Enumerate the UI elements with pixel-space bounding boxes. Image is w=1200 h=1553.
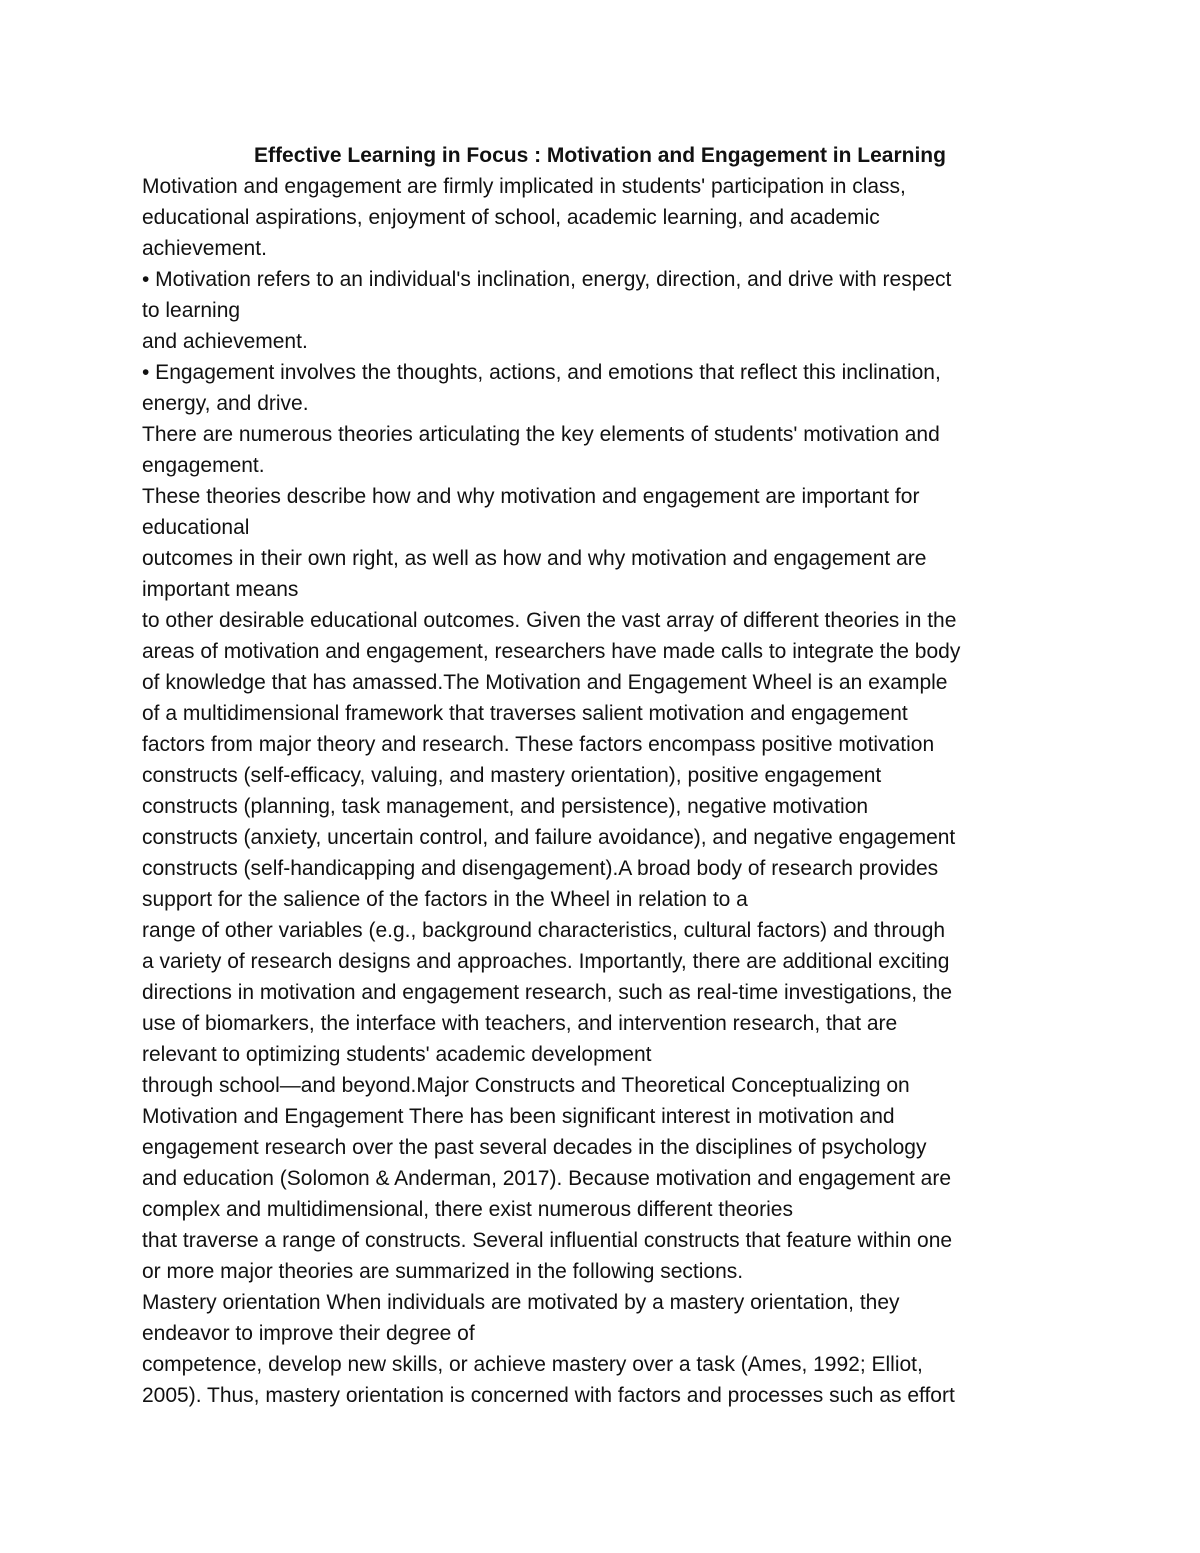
text-line: Motivation and engagement are firmly implicated in students' participation in class, (142, 175, 906, 198)
text-line: achievement. (142, 237, 267, 260)
text-line: constructs (anxiety, uncertain control, and failure avoidance), and negative engagement (142, 826, 956, 849)
text-line: or more major theories are summarized in the following sections. (142, 1260, 744, 1283)
text-line: that traverse a range of constructs. Several influential constructs that feature within one (142, 1229, 953, 1252)
text-line: factors from major theory and research. These factors encompass positive motivation (142, 733, 935, 756)
bullet-line: • Motivation refers to an individual's inclination, energy, direction, and drive with respect (142, 268, 952, 291)
text-line: range of other variables (e.g., background characteristics, cultural factors) and through (142, 919, 946, 942)
text-line: Motivation and Engagement There has been significant interest in motivation and (142, 1105, 895, 1128)
text-line: and achievement. (142, 330, 308, 353)
text-line: to learning (142, 299, 241, 322)
text-line: constructs (self-handicapping and disengagement).A broad body of research provides (142, 857, 939, 880)
text-line: educational (142, 516, 250, 539)
text-line: competence, develop new skills, or achieve mastery over a task (Ames, 1992; Elliot, (142, 1353, 923, 1376)
text-line: These theories describe how and why motivation and engagement are important for (142, 485, 920, 508)
text-line: constructs (self-efficacy, valuing, and mastery orientation), positive engagement (142, 764, 882, 787)
text-line: endeavor to improve their degree of (142, 1322, 475, 1345)
text-line: to other desirable educational outcomes. Given the vast array of different theories in the (142, 609, 957, 632)
text-line: outcomes in their own right, as well as how and why motivation and engagement are (142, 547, 927, 570)
text-line: constructs (planning, task management, and persistence), negative motivation (142, 795, 869, 818)
document-title: Effective Learning in Focus : Motivation and Engagement in Learning (254, 144, 946, 167)
text-line: important means (142, 578, 299, 601)
text-line: 2005). Thus, mastery orientation is concerned with factors and processes such as effort (142, 1384, 955, 1407)
text-line: of a multidimensional framework that traverses salient motivation and engagement (142, 702, 908, 725)
text-line: Mastery orientation When individuals are motivated by a mastery orientation, they (142, 1291, 900, 1314)
text-line: a variety of research designs and approaches. Importantly, there are additional exciting (142, 950, 950, 973)
text-line: relevant to optimizing students' academic development (142, 1043, 652, 1066)
text-line: complex and multidimensional, there exist numerous different theories (142, 1198, 793, 1221)
text-line: support for the salience of the factors in the Wheel in relation to a (142, 888, 748, 911)
bullet-line: • Engagement involves the thoughts, actions, and emotions that reflect this inclination, (142, 361, 941, 384)
text-line: engagement research over the past several decades in the disciplines of psychology (142, 1136, 927, 1159)
text-line: directions in motivation and engagement research, such as real-time investigations, the (142, 981, 953, 1004)
text-line: There are numerous theories articulating the key elements of students' motivation and (142, 423, 940, 446)
text-line: use of biomarkers, the interface with teachers, and intervention research, that are (142, 1012, 898, 1035)
text-line: of knowledge that has amassed.The Motivation and Engagement Wheel is an example (142, 671, 948, 694)
text-line: educational aspirations, enjoyment of school, academic learning, and academic (142, 206, 880, 229)
text-line: areas of motivation and engagement, researchers have made calls to integrate the body (142, 640, 961, 663)
text-line: energy, and drive. (142, 392, 309, 415)
text-line: through school—and beyond.Major Constructs and Theoretical Conceptualizing on (142, 1074, 910, 1097)
document-body (142, 171, 1072, 1411)
text-line: and education (Solomon & Anderman, 2017). Because motivation and engagement are (142, 1167, 952, 1190)
text-line: engagement. (142, 454, 265, 477)
